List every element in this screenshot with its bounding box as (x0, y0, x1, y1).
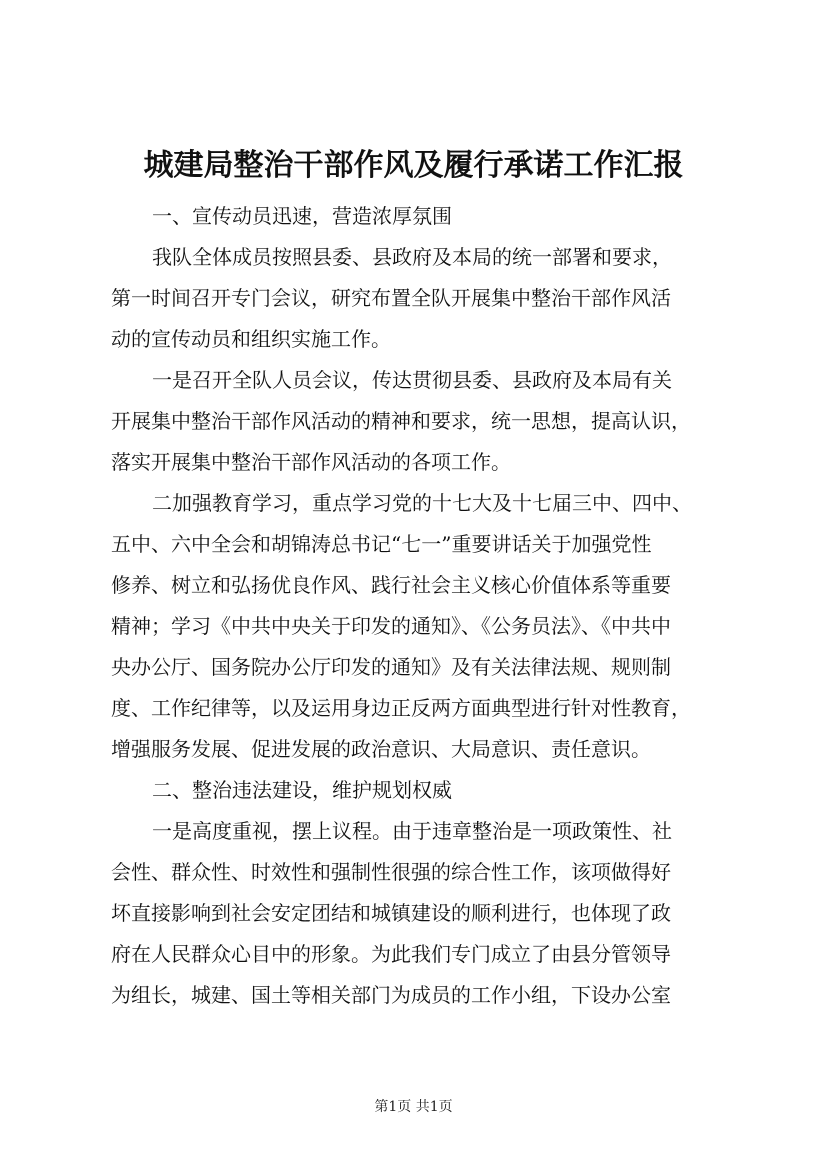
paragraph-line: 二加强教育学习，重点学习党的十七大及十七届三中、四中、 (152, 491, 692, 515)
paragraph-line: 我队全体成员按照县委、县政府及本局的统一部署和要求， (152, 245, 672, 269)
paragraph-line: 坏直接影响到社会安定团结和城镇建设的顺利进行，也体现了政 (111, 901, 671, 925)
paragraph-line: 修养、树立和弘扬优良作风、践行社会主义核心价值体系等重要 (111, 573, 671, 597)
paragraph-line: 第一时间召开专门会议，研究布置全队开展集中整治干部作风活 (111, 286, 671, 310)
paragraph-line: 动的宣传动员和组织实施工作。 (111, 327, 391, 351)
paragraph-line: 增强服务发展、促进发展的政治意识、大局意识、责任意识。 (111, 737, 651, 761)
paragraph-line: 一是召开全队人员会议，传达贯彻县委、县政府及本局有关 (152, 368, 672, 392)
paragraph-line: 央办公厅、国务院办公厅印发的通知》及有关法律法规、规则制 (111, 655, 671, 679)
section-heading-1: 一、宣传动员迅速，营造浓厚氛围 (152, 204, 452, 228)
document-title: 城建局整治干部作风及履行承诺工作汇报 (143, 148, 684, 183)
paragraph-line: 一是高度重视，摆上议程。由于违章整治是一项政策性、社 (152, 819, 672, 843)
paragraph-line: 落实开展集中整治干部作风活动的各项工作。 (111, 450, 511, 474)
paragraph-line: 精神；学习《中共中央关于印发的通知》、《公务员法》、《中共中 (111, 614, 671, 638)
page-footer: 第1页 共1页 (374, 1099, 453, 1115)
paragraph-line: 度、工作纪律等，以及运用身边正反两方面典型进行针对性教育， (111, 696, 691, 720)
document-body (111, 196, 741, 1016)
paragraph-line: 五中、六中全会和胡锦涛总书记“七一”重要讲话关于加强党性 (111, 532, 652, 556)
paragraph-line: 会性、群众性、时效性和强制性很强的综合性工作，该项做得好 (111, 860, 671, 884)
paragraph-line: 开展集中整治干部作风活动的精神和要求，统一思想，提高认识， (111, 409, 691, 433)
section-heading-2: 二、整治违法建设，维护规划权威 (152, 778, 452, 802)
paragraph-line: 为组长，城建、国土等相关部门为成员的工作小组，下设办公室 (111, 983, 671, 1007)
paragraph-line: 府在人民群众心目中的形象。为此我们专门成立了由县分管领导 (111, 942, 671, 966)
